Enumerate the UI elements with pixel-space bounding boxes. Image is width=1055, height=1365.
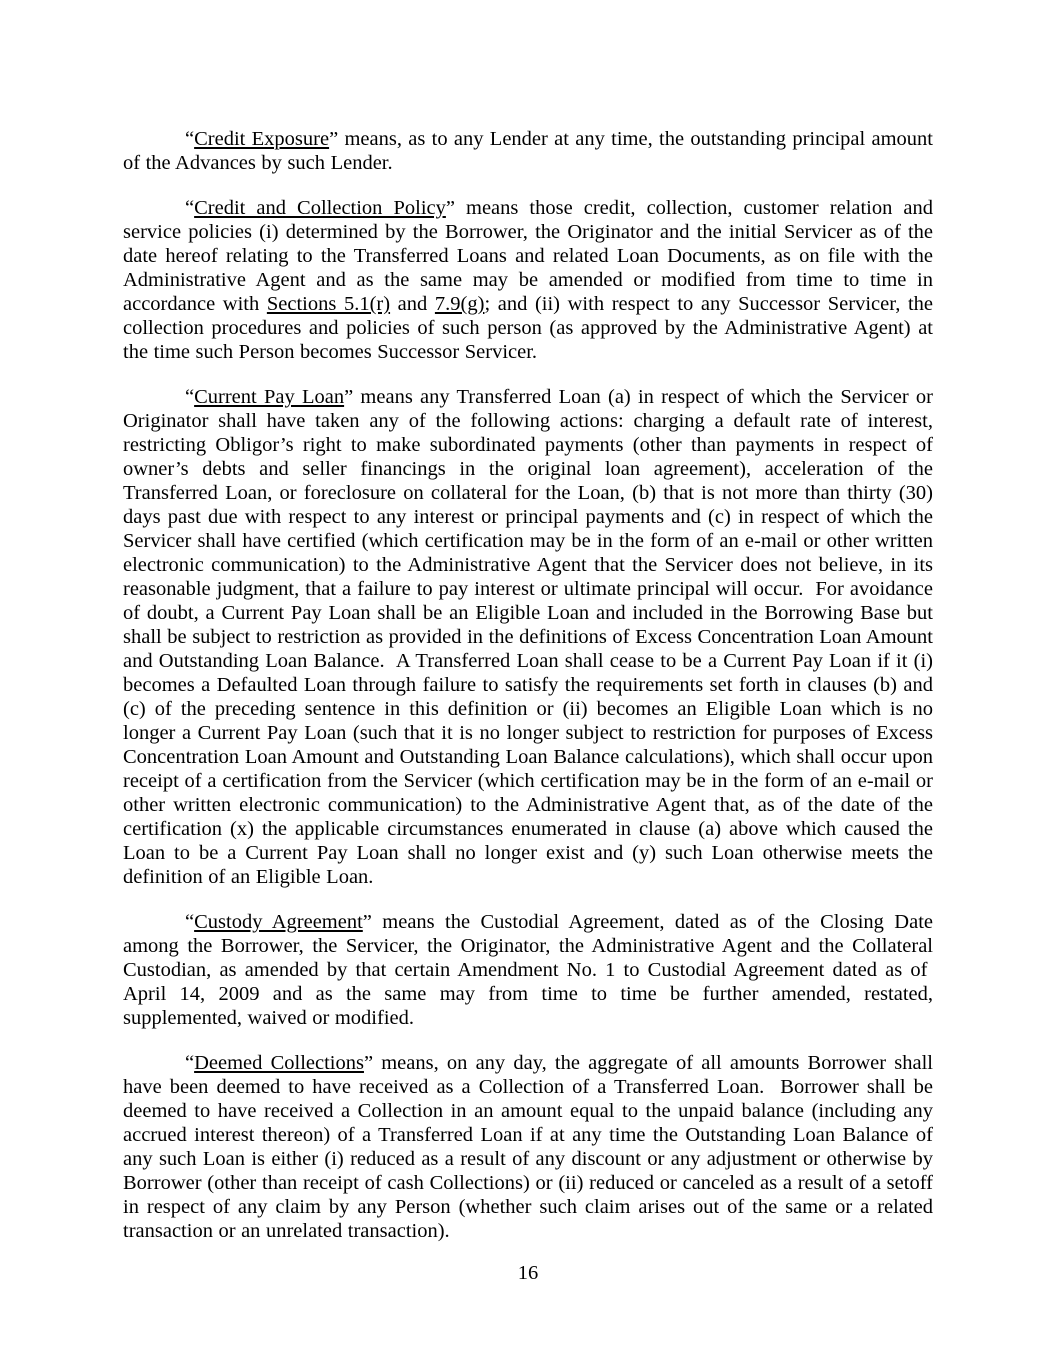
paragraph-text: “ — [185, 197, 195, 219]
paragraph-text: “ — [185, 386, 195, 408]
defined-term: Credit Exposure — [194, 128, 330, 150]
paragraph-credit-exposure-definition — [123, 127, 933, 175]
paragraph-custody-agreement-definition — [123, 910, 933, 1030]
paragraph-text: “ — [185, 911, 195, 933]
paragraph-deemed-collections-definition — [123, 1051, 933, 1243]
defined-term: Sections 5.1(r) — [266, 293, 391, 315]
document-body — [123, 127, 933, 1243]
paragraph-text: ” means the Custodial Agreement, dated as of the Closing Date among the Borrower, the Servicer, the Originator, the Administrative Agent and the Collateral Custodian, as amended by that certain Amendment No. 1 to Custodial Agreement dated as of April 14, 2009 and as the same may from time to time be further amended, restated, supplemented, waived or modified. — [123, 911, 933, 1029]
defined-term: 7.9(g) — [434, 293, 485, 315]
defined-term: Custody Agreement — [194, 911, 363, 933]
paragraph-current-pay-loan-definition — [123, 385, 933, 889]
paragraph-text: “ — [185, 128, 195, 150]
paragraph-text: ” means, as to any Lender at any time, the outstanding principal amount of the Advances by such Lender. — [123, 128, 933, 174]
page-number: 16 — [517, 1262, 539, 1284]
paragraph-text: and — [390, 293, 435, 315]
paragraph-text: ” means any Transferred Loan (a) in respect of which the Servicer or Originator shall have taken any of the following actions: charging a default rate of interest, restricting Obligor’s right to make subordinated payments (other than payments in respect of owner’s debts and seller financings in the original loan agreement), acceleration of the Transferred Loan, or foreclosure on collateral for the Loan, (b) that is not more than thirty (30) days past due with respect to any interest or principal payments and (c) in respect of which the Servicer shall have certified (which certification may be in the form of an e-mail or other written electronic communication) to the Administrative Agent that the Servicer does not believe, in its reasonable judgment, that a failure to pay interest or ultimate principal will occur. For avoidance of doubt, a Current Pay Loan shall be an Eligible Loan and included in the Borrowing Base but shall be subject to restriction as provided in the definitions of Excess Concentration Loan Amount and Outstanding Loan Balance. A Transferred Loan shall cease to be a Current Pay Loan if it (i) becomes a Defaulted Loan through failure to satisfy the requirements set forth in clauses (b) and (c) of the preceding sentence in this definition or (ii) becomes an Eligible Loan which is no longer a Current Pay Loan (such that it is no longer subject to restriction for purposes of Excess Concentration Loan Amount and Outstanding Loan Balance calculations), which shall occur upon receipt of a certification from the Servicer (which certification may be in the form of an e-mail or other written electronic communication) to the Administrative Agent that, as of the date of the certification (x) the applicable circumstances enumerated in clause (a) above which caused the Loan to be a Current Pay Loan shall no longer exist and (y) such Loan otherwise meets the definition of an Eligible Loan. — [123, 386, 934, 888]
paragraph-text: ” means those credit, collection, customer relation and service policies (i) determined by the Borrower, the Originator and the initial Servicer as of the date hereof relating to the Transferred Loans and related Loan Documents, as on file with the Administrative Agent and as the same may be amended or modified from time to time in accordance with — [123, 197, 933, 315]
defined-term: Deemed Collections — [194, 1052, 364, 1074]
defined-term: Credit and Collection Policy — [194, 197, 446, 219]
paragraph-text: “ — [185, 1052, 195, 1074]
paragraph-text: ” means, on any day, the aggregate of all amounts Borrower shall have been deemed to have received as a Collection of a Transferred Loan. Borrower shall be deemed to have received a Collection in an amount equal to the unpaid balance (including any accrued interest thereon) of a Transferred Loan if at any time the Outstanding Loan Balance of any such Loan is either (i) reduced as a result of any discount or any adjustment or otherwise by Borrower (other than receipt of cash Collections) or (ii) reduced or canceled as a result of a setoff in respect of any claim by any Person (whether such claim arises out of the same or a related transaction or an unrelated transaction). — [123, 1052, 933, 1242]
defined-term: Current Pay Loan — [194, 386, 345, 408]
paragraph-text: ; and (ii) with respect to any Successor Servicer, the collection procedures and policies of such person (as approved by the Administrative Agent) at the time such Person becomes Successor Servicer. — [123, 293, 934, 363]
paragraph-credit-and-collection-policy-definition — [123, 196, 933, 364]
